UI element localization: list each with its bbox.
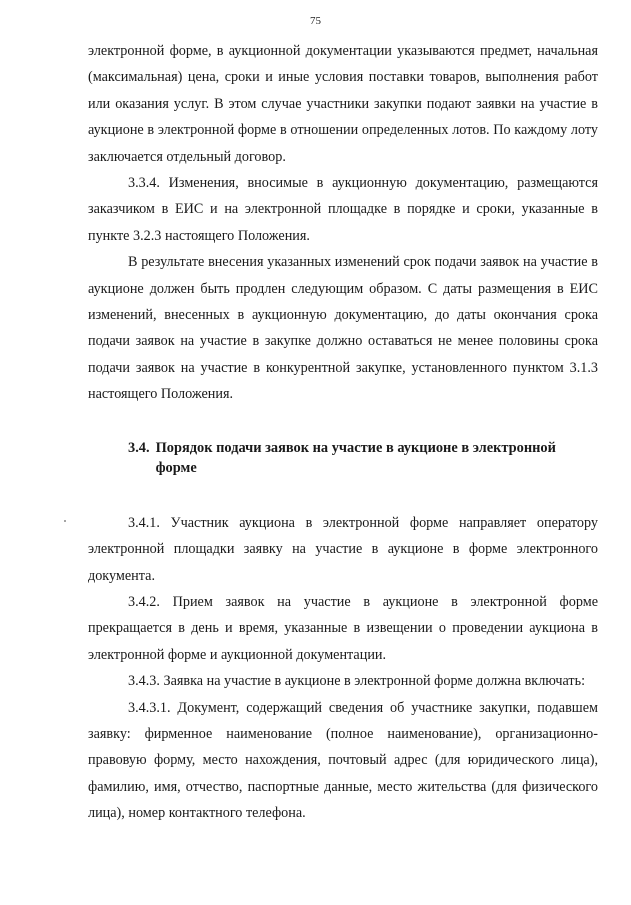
paragraph-3-4-3-1: 3.4.3.1. Документ, содержащий сведения об участнике закупки, подавшем заявку: фирменное наименование (полное наименование), организационно-правовую форму, место нахождения, почтовый адрес (для юридического лица), фамилию, имя, отчество, паспортные данные, место жительства (для физического лица), номер контактного телефона. bbox=[88, 699, 598, 822]
section-heading-3-4 bbox=[88, 438, 598, 478]
paragraph-3-4-2: 3.4.2. Прием заявок на участие в аукционе в электронной форме прекращается в день и время, указанные в извещении о проведении аукциона в электронной форме и аукционной документации. bbox=[88, 593, 598, 663]
paragraph-continuation: электронной форме, в аукционной документации указываются предмет, начальная (максимальная) цена, сроки и иные условия поставки товаров, выполнения работ или оказания услуг. В этом случае участники закупки подают заявки на участие в аукционе в электронной форме в отношении определенных лотов. По каждому лоту заключается отдельный договор. bbox=[88, 43, 598, 165]
paragraph-3-4-3: 3.4.3. Заявка на участие в аукционе в электронной форме должна включать: bbox=[128, 673, 586, 690]
section-number: 3.4. bbox=[128, 439, 150, 456]
paragraph-3-3-4: 3.3.4. Изменения, вносимые в аукционную документацию, размещаются заказчиком в ЕИС и на электронной площадке в порядке и сроки, указанные в пункте 3.2.3 настоящего Положения. bbox=[88, 175, 598, 244]
paragraph-3-4-1: 3.4.1. Участник аукциона в электронной форме направляет оператору электронной площадки заявку на участие в аукционе в форме электронного документа. bbox=[88, 514, 598, 584]
document-body bbox=[88, 38, 598, 827]
page-number: 75 bbox=[310, 15, 321, 27]
section-title: Порядок подачи заявок на участие в аукционе в электронной форме bbox=[155, 439, 556, 476]
scan-speck bbox=[64, 520, 66, 522]
paragraph-extension-rule: В результате внесения указанных изменений срок подачи заявок на участие в аукционе должен быть продлен следующим образом. С даты размещения в ЕИС изменений, внесенных в аукционную документацию, до даты окончания срока подачи заявок на участие в закупке должно оставаться не менее половины срока подачи заявок на участие в конкурентной закупке, установленного пунктом 3.1.3 настоящего Положения. bbox=[88, 254, 598, 403]
